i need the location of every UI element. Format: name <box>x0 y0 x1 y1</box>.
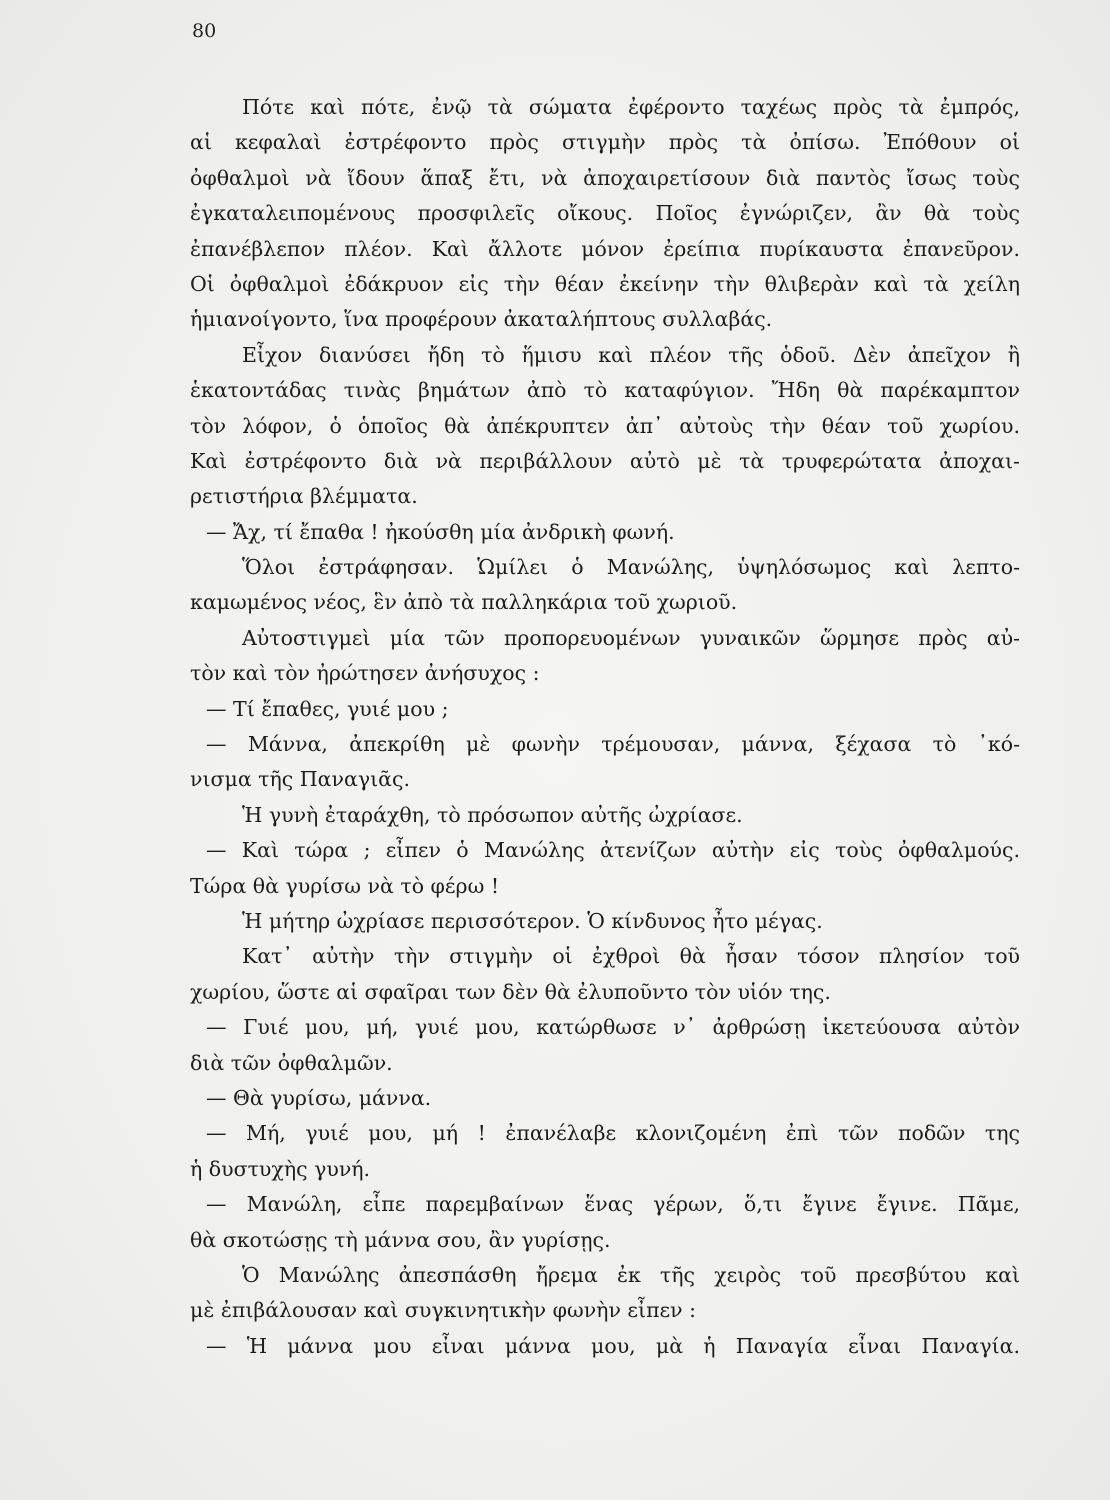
text-line: — Ἡ μάννα μου εἶναι μάννα μου, μὰ ἡ Παναγία εἶναι Παναγία. <box>206 1333 1020 1358</box>
text-line: νισμα τῆς Παναγιᾶς. <box>190 767 410 792</box>
text-line: Εἶχον διανύσει ἤδη τὸ ἥμισυ καὶ πλέον τῆς ὁδοῦ. Δὲν ἀπεῖχον ἢ <box>242 342 1020 367</box>
text-line: Τώρα θὰ γυρίσω νὰ τὸ φέρω ! <box>190 873 500 898</box>
text-line: χωρίου, ὥστε αἱ σφαῖραι των δὲν θὰ ἐλυποῦντο τὸν υἱόν της. <box>190 979 831 1004</box>
text-line: ὀφθαλμοὶ νὰ ἴδουν ἅπαξ ἔτι, νὰ ἀποχαιρετίσουν διὰ παντὸς ἴσως τοὺς <box>190 165 1020 190</box>
text-line: ἐπανέβλεπον πλέον. Καὶ ἄλλοτε μόνον ἐρείπια πυρίκαυστα ἐπανεῦρον. <box>190 236 1020 261</box>
text-line: Πότε καὶ πότε, ἐνῷ τὰ σώματα ἐφέροντο ταχέως πρὸς τὰ ἐμπρός, <box>242 95 1020 119</box>
text-line: — Τί ἔπαθες, γυιέ μου ; <box>206 696 449 721</box>
text-line: Καὶ ἐστρέφοντο διὰ νὰ περιβάλλουν αὐτὸ μὲ τὰ τρυφερώτατα ἀποχαι- <box>190 448 1020 473</box>
text-line: ἡμιανοίγοντο, ἵνα προφέρουν ἀκαταλήπτους συλλαβάς. <box>190 307 773 332</box>
text-line: — Θὰ γυρίσω, μάννα. <box>206 1085 432 1110</box>
text-line: διὰ τῶν ὀφθαλμῶν. <box>190 1050 393 1075</box>
text-line: Ἡ μήτηρ ὠχρίασε περισσότερον. Ὁ κίνδυνος ἦτο μέγας. <box>242 908 823 933</box>
text-line: θὰ σκοτώσῃς τὴ μάννα σου, ἂν γυρίσῃς. <box>190 1227 611 1252</box>
text-line: — Μανώλη, εἶπε παρεμβαίνων ἕνας γέρων, ὅ,τι ἔγινε ἔγινε. Πᾶμε, <box>206 1192 1020 1217</box>
text-line: Κατ᾿ αὐτὴν τὴν στιγμὴν οἱ ἐχθροὶ θὰ ἦσαν τόσον πλησίον τοῦ <box>242 944 1020 969</box>
page-number: 80 <box>192 20 217 42</box>
text-line: Ὁ Μανώλης ἀπεσπάσθη ἤρεμα ἐκ τῆς χειρὸς τοῦ πρεσβύτου καὶ <box>242 1262 1020 1287</box>
text-line: ρετιστήρια βλέμματα. <box>190 484 418 509</box>
text-line: Αὐτοστιγμεὶ μία τῶν προπορευομένων γυναικῶν ὥρμησε πρὸς αὐ- <box>242 625 1020 650</box>
text-line: — Μάννα, ἀπεκρίθη μὲ φωνὴν τρέμουσαν, μάννα, ξέχασα τὸ ᾿κό- <box>206 732 1020 757</box>
text-line: αἱ κεφαλαὶ ἐστρέφοντο πρὸς στιγμὴν πρὸς τὰ ὀπίσω. Ἐπόθουν οἱ <box>190 130 1020 155</box>
text-line: — Μή, γυιέ μου, μή ! ἐπανέλαβε κλονιζομένη ἐπὶ τῶν ποδῶν της <box>206 1121 1020 1146</box>
text-line: — Καὶ τώρα ; εἶπεν ὁ Μανώλης ἀτενίζων αὐτὴν εἰς τοὺς ὀφθαλμούς. <box>206 838 1020 863</box>
text-line: ἑκατοντάδας τινὰς βημάτων ἀπὸ τὸ καταφύγιον. Ἤδη θὰ παρέκαμπτον <box>190 378 1020 403</box>
body-text <box>190 90 1020 1364</box>
text-line: τὸν λόφον, ὁ ὁποῖος θὰ ἀπέκρυπτεν ἀπ᾿ αὐτοὺς τὴν θέαν τοῦ χωρίου. <box>190 413 1020 438</box>
text-line: Ὅλοι ἐστράφησαν. Ὡμίλει ὁ Μανώλης, ὑψηλόσωμος καὶ λεπτο- <box>242 555 1020 580</box>
text-line: — Ἄχ, τί ἔπαθα ! ἠκούσθη μία ἀνδρικὴ φωνή. <box>206 519 675 544</box>
text-line: — Γυιέ μου, μή, γυιέ μου, κατώρθωσε ν᾿ ἀρθρώσῃ ἱκετεύουσα αὐτὸν <box>206 1015 1020 1040</box>
text-line: ἡ δυστυχὴς γυνή. <box>190 1156 371 1181</box>
text-line: ἐγκαταλειπομένους προσφιλεῖς οἴκους. Ποῖος ἐγνώριζεν, ἂν θὰ τοὺς <box>190 201 1020 226</box>
text-line: Οἱ ὀφθαλμοὶ ἐδάκρυον εἰς τὴν θέαν ἐκείνην τὴν θλιβερὰν καὶ τὰ χείλη <box>190 271 1020 296</box>
text-line: μὲ ἐπιβάλουσαν καὶ συγκινητικὴν φωνὴν εἶπεν : <box>190 1298 697 1323</box>
text-line: τὸν καὶ τὸν ἠρώτησεν ἀνήσυχος : <box>190 661 540 686</box>
text-line: Ἡ γυνὴ ἐταράχθη, τὸ πρόσωπον αὐτῆς ὠχρίασε. <box>242 802 743 827</box>
text-line: καμωμένος νέος, ἓν ἀπὸ τὰ παλληκάρια τοῦ χωριοῦ. <box>190 590 738 615</box>
